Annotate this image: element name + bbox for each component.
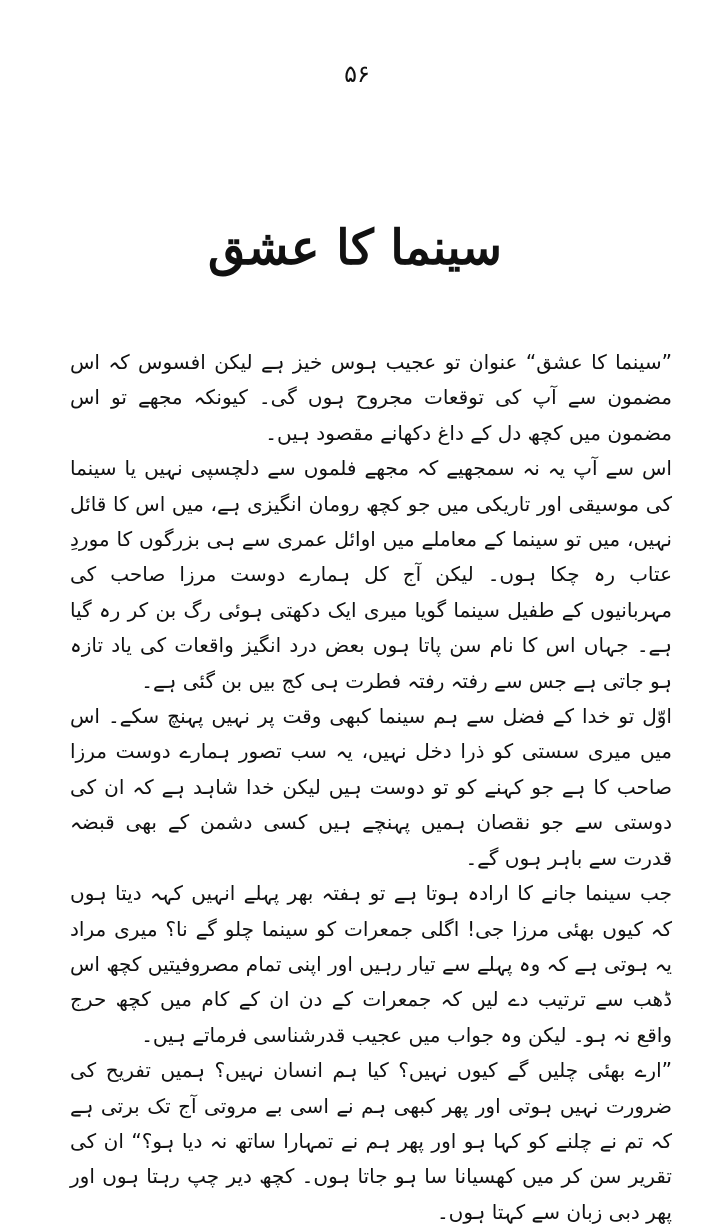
page-number: ۵۶ [344, 60, 370, 88]
paragraph: ”ارے بھئی چلیں گے کیوں نہیں؟ کیا ہم انسان نہیں؟ ہمیں تفریح کی ضرورت نہیں ہوتی اور پھر کبھی ہم نے اسی بے مروتی آج تک برتی ہے کہ تم نے چلنے کو کہا ہو اور پھر ہم نے تمہارا ساتھ نہ دیا ہو؟“ ان کی تقریر سن کر میں کھسیانا سا ہو جاتا ہوں۔ کچھ دیر چپ رہتا ہوں اور پھر دبی زبان سے کہتا ہوں۔ [70, 1058, 672, 1224]
essay-body [70, 345, 672, 1230]
chapter-title: سینما کا عشق [208, 220, 502, 276]
paragraph: اوّل تو خدا کے فضل سے ہم سینما کبھی وقت پر نہیں پہنچ سکے۔ اس میں میری سستی کو ذرا دخل نہیں، یہ سب تصور ہمارے دوست مرزا صاحب کا ہے جو کہنے کو تو دوست ہیں لیکن خدا شاہد ہے کہ ان کی دوستی سے جو نقصان ہمیں پہنچے ہیں کسی دشمن کے بھی قبضہ قدرت سے باہر ہوں گے۔ [70, 704, 672, 870]
paragraph: جب سینما جانے کا ارادہ ہوتا ہے تو ہفتہ بھر پہلے انہیں کہہ دیتا ہوں کہ کیوں بھئی مرزا جی! اگلی جمعرات کو سینما چلو گے نا؟ میری مراد یہ ہوتی ہے کہ وہ پہلے سے تیار رہیں اور اپنی تمام مصروفیتیں کچھ اس ڈھب سے ترتیب دے لیں کہ جمعرات کے دن ان کے کام میں کچھ حرج واقع نہ ہو۔ لیکن وہ جواب میں عجیب قدرشناسی فرماتے ہیں۔ [70, 881, 672, 1047]
paragraph: اس سے آپ یہ نہ سمجھیے کہ مجھے فلموں سے دلچسپی نہیں یا سینما کی موسیقی اور تاریکی میں جو کچھ رومان انگیزی ہے، میں اس کا قائل نہیں، میں تو سینما کے معاملے میں اوائل عمری سے ہی بزرگوں کا موردِ عتاب رہ چکا ہوں۔ لیکن آج کل ہمارے دوست مرزا صاحب کی مہربانیوں کے طفیل سینما گویا میری ایک دکھتی ہوئی رگ بن کر رہ گیا ہے۔ جہاں اس کا نام سن پاتا ہوں بعض درد انگیز واقعات کی یاد تازہ ہو جاتی ہے جس سے رفتہ رفتہ فطرت ہی کج بیں بن گئی ہے۔ [70, 456, 672, 693]
paragraph: ”سینما کا عشق“ عنوان تو عجیب ہوس خیز ہے لیکن افسوس کہ اس مضمون سے آپ کی توقعات مجروح ہوں گی۔ کیونکہ مجھے تو اس مضمون میں کچھ دل کے داغ دکھانے مقصود ہیں۔ [70, 350, 672, 445]
